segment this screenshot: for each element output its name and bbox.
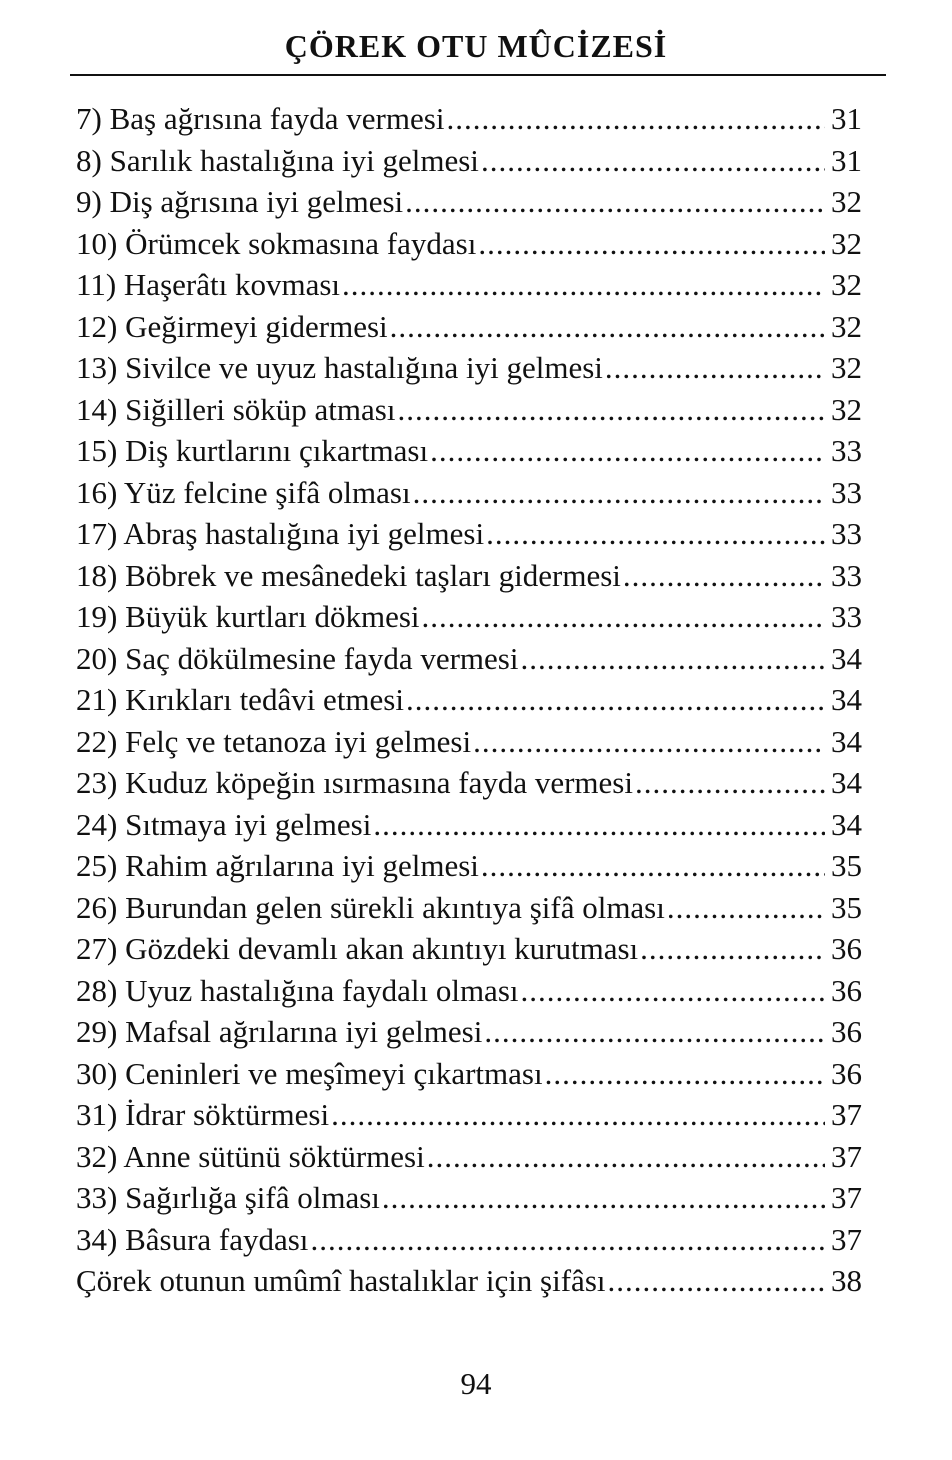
toc-entry-title: 33) Sağırlığa şifâ olması [76,1180,380,1215]
toc-entry-title: 25) Rahim ağrılarına iyi gelmesi [76,848,479,883]
toc-entry-page: 35 [831,889,862,925]
page-number: 94 [460,1366,492,1401]
toc-entry-page: 31 [831,101,862,136]
toc-entry [76,181,862,223]
toc-entry [76,1177,862,1219]
toc-entry-page: 32 [831,184,862,219]
toc-entry-page: 36 [831,1055,862,1091]
toc-entry [76,98,862,140]
toc-entry-page: 36 [831,931,862,966]
toc-entry [76,928,862,970]
toc-entry [76,347,862,389]
dot-leader [427,1136,825,1178]
toc-entry-page: 34 [831,723,862,759]
table-of-contents [76,98,862,1302]
dot-leader [406,679,825,721]
header-rule [70,74,886,76]
dot-leader [481,845,825,887]
dot-leader [635,762,825,804]
toc-entry-page: 34 [831,682,862,717]
dot-leader [608,1260,826,1302]
toc-entry [76,389,862,431]
toc-entry [76,1053,862,1095]
toc-entry [76,1219,862,1261]
dot-leader [446,98,825,140]
dot-leader [405,181,825,223]
toc-entry-page: 32 [831,225,862,261]
dot-leader [521,970,826,1012]
toc-entry [76,264,862,306]
dot-leader [422,596,825,638]
toc-entry-title: 19) Büyük kurtları dökmesi [76,599,420,634]
toc-entry-page: 33 [831,516,862,551]
toc-entry [76,638,862,680]
dot-leader [397,389,825,431]
toc-entry-title: 29) Mafsal ağrılarına iyi gelmesi [76,1014,483,1049]
dot-leader [473,721,825,763]
toc-entry-title: 10) Örümcek sokmasına faydası [76,225,477,261]
toc-entry [76,679,862,721]
toc-entry-title: 7) Baş ağrısına fayda vermesi [76,101,445,136]
toc-entry-page: 36 [831,1014,862,1049]
toc-entry-title: 30) Ceninleri ve meşîmeyi çıkartması [76,1055,543,1091]
toc-entry-title: 27) Gözdeki devamlı akan akıntıyı kurutması [76,931,639,966]
toc-entry [76,970,862,1012]
dot-leader [478,223,825,265]
toc-entry [76,762,862,804]
toc-entry [76,306,862,348]
dot-leader [486,513,825,555]
dot-leader [342,264,825,306]
toc-entry-page: 35 [831,848,862,883]
toc-entry-title: 12) Geğirmeyi gidermesi [76,308,388,344]
toc-entry [76,887,862,929]
toc-entry-title: 32) Anne sütünü söktürmesi [76,1138,425,1174]
dot-leader [382,1177,825,1219]
toc-entry-page: 37 [831,1221,862,1257]
toc-entry-page: 32 [831,308,862,344]
toc-entry [76,223,862,265]
toc-entry-page: 32 [831,267,862,302]
dot-leader [520,638,825,680]
toc-entry [76,472,862,514]
toc-entry-page: 31 [831,142,862,178]
toc-entry-title: 23) Kuduz köpeğin ısırmasına fayda vermesi [76,765,633,800]
toc-entry-page: 37 [831,1138,862,1174]
toc-entry-title: 21) Kırıkları tedâvi etmesi [76,682,404,717]
toc-entry-page: 34 [831,765,862,800]
dot-leader [667,887,825,929]
toc-entry-page: 33 [831,474,862,510]
dot-leader [430,430,825,472]
toc-entry-title: 15) Diş kurtlarını çıkartması [76,433,429,468]
toc-entry-title: 9) Diş ağrısına iyi gelmesi [76,184,404,219]
toc-entry [76,1011,862,1053]
toc-entry-title: 17) Abraş hastalığına iyi gelmesi [76,516,485,551]
dot-leader [640,928,825,970]
toc-entry [76,721,862,763]
dot-leader [331,1094,825,1136]
dot-leader [390,306,825,348]
toc-entry [76,596,862,638]
toc-entry-page: 37 [831,1097,862,1132]
toc-entry-page: 38 [831,1263,862,1298]
toc-entry-title: 24) Sıtmaya iyi gelmesi [76,806,372,842]
toc-entry [76,1260,862,1302]
toc-entry-title: 26) Burundan gelen sürekli akıntıya şifâ olması [76,889,665,925]
dot-leader [484,1011,825,1053]
toc-entry-title: 34) Bâsura faydası [76,1221,309,1257]
dot-leader [310,1219,825,1261]
toc-entry [76,555,862,597]
toc-entry-title: 22) Felç ve tetanoza iyi gelmesi [76,723,472,759]
running-header: ÇÖREK OTU MÛCİZESİ [284,28,668,64]
toc-entry-page: 33 [831,599,862,634]
toc-entry [76,513,862,555]
toc-entry-page: 32 [831,391,862,427]
toc-entry-page: 34 [831,640,862,676]
toc-entry-title: 20) Saç dökülmesine fayda vermesi [76,640,519,676]
toc-entry [76,845,862,887]
toc-entry-title: 8) Sarılık hastalığına iyi gelmesi [76,142,479,178]
toc-entry-title: 14) Siğilleri söküp atması [76,391,396,427]
toc-entry-title: 31) İdrar söktürmesi [76,1097,330,1132]
toc-entry-page: 34 [831,806,862,842]
toc-entry-title: 28) Uyuz hastalığına faydalı olması [76,972,519,1008]
dot-leader [605,347,825,389]
toc-entry-page: 36 [831,972,862,1008]
toc-entry-page: 33 [831,557,862,593]
toc-entry [76,1136,862,1178]
toc-entry-page: 37 [831,1180,862,1215]
dot-leader [481,140,825,182]
toc-entry [76,140,862,182]
toc-entry [76,804,862,846]
dot-leader [623,555,825,597]
toc-entry [76,1094,862,1136]
toc-entry-page: 32 [831,350,862,385]
toc-entry-title: 11) Haşerâtı kovması [76,267,340,302]
dot-leader [373,804,825,846]
toc-entry-title: 18) Böbrek ve mesânedeki taşları gidermesi [76,557,621,593]
toc-entry-page: 33 [831,433,862,468]
toc-entry-title: 16) Yüz felcine şifâ olması [76,474,411,510]
dot-leader [413,472,825,514]
toc-entry [76,430,862,472]
toc-entry-title: Çörek otunun umûmî hastalıklar için şifâsı [76,1263,606,1298]
toc-entry-title: 13) Sivilce ve uyuz hastalığına iyi gelmesi [76,350,603,385]
dot-leader [545,1053,825,1095]
